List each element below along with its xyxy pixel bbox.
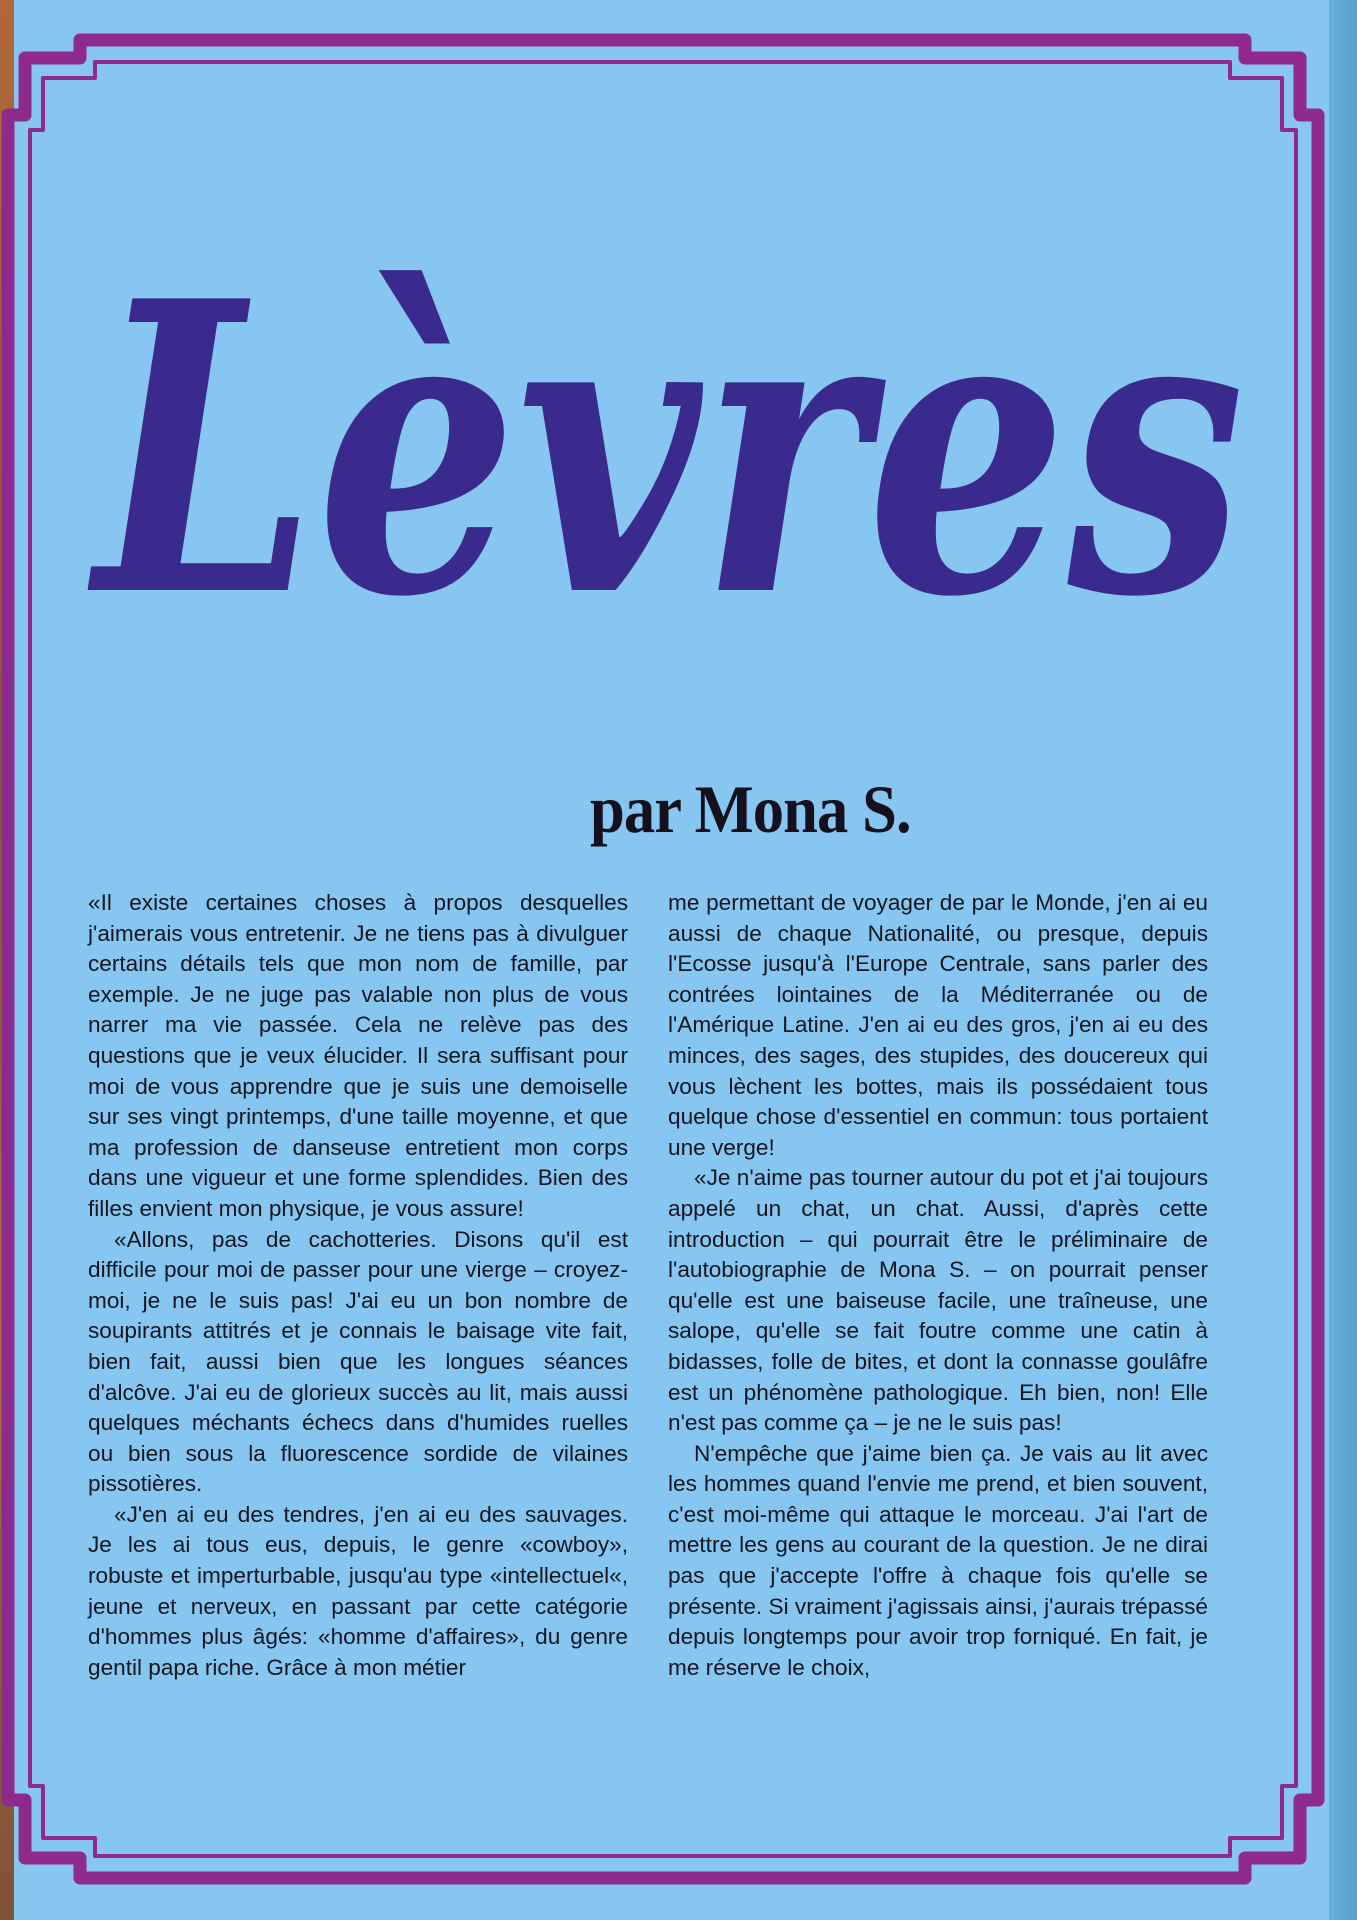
paragraph: «J'en ai eu des tendres, j'en ai eu des sauvages. Je les ai tous eus, depuis, le genre «cowboy», robuste et imperturbable, jusqu'au type «intellectuel«, jeune et nerveux, en passant par cette catégorie d'hommes plus âgés: «homme d'affaires», du genre gentil papa riche. Grâce à mon métier <box>88 1501 628 1680</box>
title-text: Lèvres <box>85 215 1245 685</box>
article-column-right <box>668 888 1208 1683</box>
paragraph: «Je n'aime pas tourner autour du pot et j'ai toujours appelé un chat, un chat. Aussi, d'après cette introduction – qui pourrait être le préliminaire de l'autobiographie de Mona S. – on pourrait penser qu'elle est une baiseuse facile, une traîneuse, une salope, qu'elle se fait foutre comme une catin à bidasses, folle de bites, et dont la connasse goulâfre est un phénomène pathologique. Eh bien, non! Elle n'est pas comme ça – je ne le suis pas! <box>668 1165 1208 1436</box>
paragraph: «Allons, pas de cachotteries. Disons qu'il est difficile pour moi de passer pour une vierge – croyez-moi, je ne le suis pas! J'ai eu un bon nombre de soupirants attitrés et je connais le baisage vite fait, bien fait, aussi bien que les longues séances d'alcôve. J'ai eu de glorieux succès au lit, mais aussi quelques méchants échecs dans d'humides ruelles ou bien sous la fluorescence sordide de vilaines pissotières. <box>88 1226 628 1497</box>
article-column-left <box>88 888 628 1683</box>
byline: par Mona S. <box>590 771 911 847</box>
paragraph: N'empêche que j'aime bien ça. Je vais au lit avec les hommes quand l'envie me prend, et bien souvent, c'est moi-même qui attaque le morceau. J'ai l'art de mettre les gens au courant de la question. Je ne dirai pas que j'accepte l'offre à chaque fois qu'elle se présente. Si vraiment j'agissais ainsi, j'aurais trépassé depuis longtemps pour avoir trop forniqué. En fait, je me réserve le choix, <box>668 1440 1208 1680</box>
paragraph: me permettant de voyager de par le Monde, j'en ai eu aussi de chaque Nationalité, ou presque, depuis l'Ecosse jusqu'à l'Europe Centrale, sans parler des contrées lointaines de la Méditerranée ou de l'Amérique Latine. J'en ai eu des gros, j'en ai eu des minces, des sages, des stupides, des doucereux qui vous lèchent les bottes, mais ils possédaient tous quelque chose d'essentiel en commun: tous portaient une verge! <box>668 890 1208 1160</box>
paragraph: «Il existe certaines choses à propos desquelles j'aimerais vous entretenir. Je ne tiens pas à divulguer certains détails tels que mon nom de famille, par exemple. Je ne juge pas valable non plus de vous narrer ma vie passée. Cela ne relève pas des questions que je veux élucider. Il sera suffisant pour moi de vous apprendre que je suis une demoiselle sur ses vingt printemps, d'une taille moyenne, et que ma profession de danseuse entretient mon corps dans une vigueur et une forme splendides. Bien des filles envient mon physique, je vous assure! <box>88 890 628 1221</box>
title-logo <box>0 0 1357 800</box>
